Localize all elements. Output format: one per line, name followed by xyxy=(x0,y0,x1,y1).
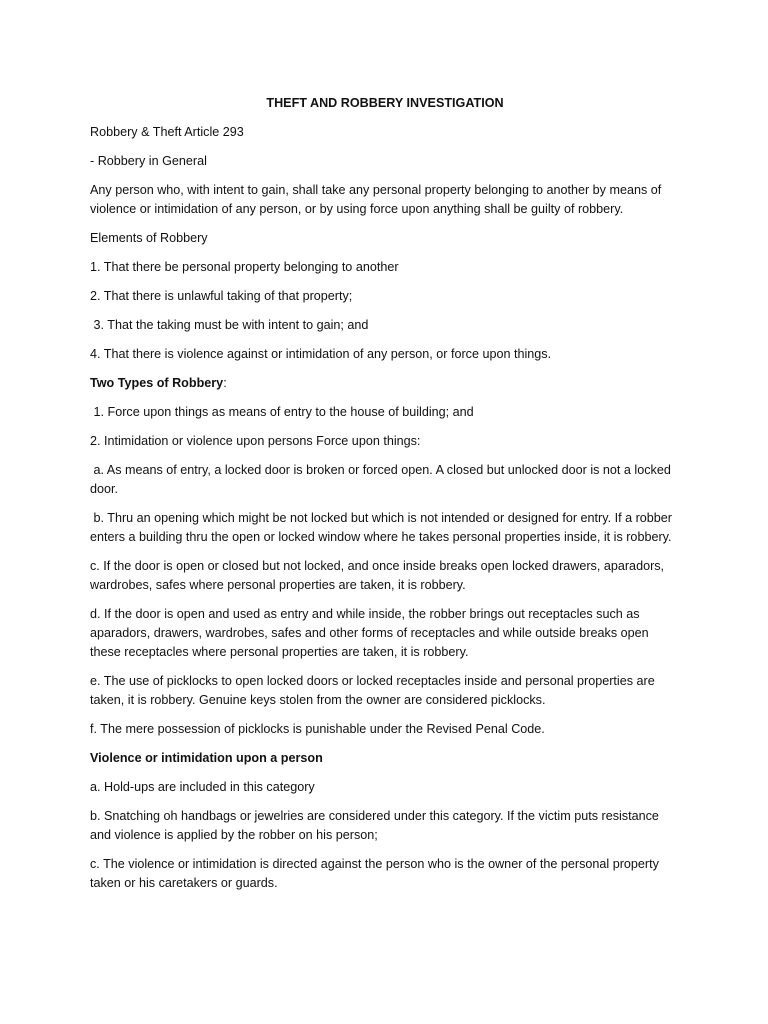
element-item: 4. That there is violence against or intimidation of any person, or force upon things. xyxy=(90,347,552,361)
types-heading xyxy=(90,374,680,393)
violence-item: b. Snatching oh handbags or jewelries are considered under this category. If the victim puts resistance and violence is applied by the robber on his person; xyxy=(90,809,659,842)
section-line: - Robbery in General xyxy=(90,154,207,168)
force-item: d. If the door is open and used as entry and while inside, the robber brings out receptacles such as aparadors, drawers, wardrobes, safes and other forms of receptacles and while outside breaks open these receptacles where personal properties are taken, it is robbery. xyxy=(90,607,649,659)
article-line: Robbery & Theft Article 293 xyxy=(90,125,244,139)
types-heading-bold: Two Types of Robbery xyxy=(90,376,224,390)
document-title: THEFT AND ROBBERY INVESTIGATION xyxy=(266,96,504,110)
force-item: e. The use of picklocks to open locked doors or locked receptacles inside and personal properties are taken, it is robbery. Genuine keys stolen from the owner are considered picklocks. xyxy=(90,674,655,707)
violence-heading: Violence or intimidation upon a person xyxy=(90,751,323,765)
type-item: 2. Intimidation or violence upon persons Force upon things: xyxy=(90,434,421,448)
violence-item: c. The violence or intimidation is directed against the person who is the owner of the personal property taken or his caretakers or guards. xyxy=(90,857,659,890)
document-page xyxy=(90,94,680,903)
types-heading-suffix: : xyxy=(223,376,227,390)
definition-paragraph: Any person who, with intent to gain, shall take any personal property belonging to another by means of violence or intimidation of any person, or by using force upon anything shall be guilty of robbery. xyxy=(90,183,662,216)
force-item: b. Thru an opening which might be not locked but which is not intended or designed for entry. If a robber enters a building thru the open or locked window where he takes personal properties inside, it is robbery. xyxy=(90,511,676,544)
element-item: 2. That there is unlawful taking of that property; xyxy=(90,289,353,303)
violence-item: a. Hold-ups are included in this category xyxy=(90,780,315,794)
element-item: 1. That there be personal property belonging to another xyxy=(90,260,399,274)
elements-heading: Elements of Robbery xyxy=(90,231,208,245)
element-item: 3. That the taking must be with intent to gain; and xyxy=(90,318,369,332)
force-item: f. The mere possession of picklocks is punishable under the Revised Penal Code. xyxy=(90,722,545,736)
type-item: 1. Force upon things as means of entry to the house of building; and xyxy=(90,405,474,419)
force-item: c. If the door is open or closed but not locked, and once inside breaks open locked drawers, aparadors, wardrobes, safes where personal properties are taken, it is robbery. xyxy=(90,559,665,592)
force-item: a. As means of entry, a locked door is broken or forced open. A closed but unlocked door is not a locked door. xyxy=(90,463,675,496)
